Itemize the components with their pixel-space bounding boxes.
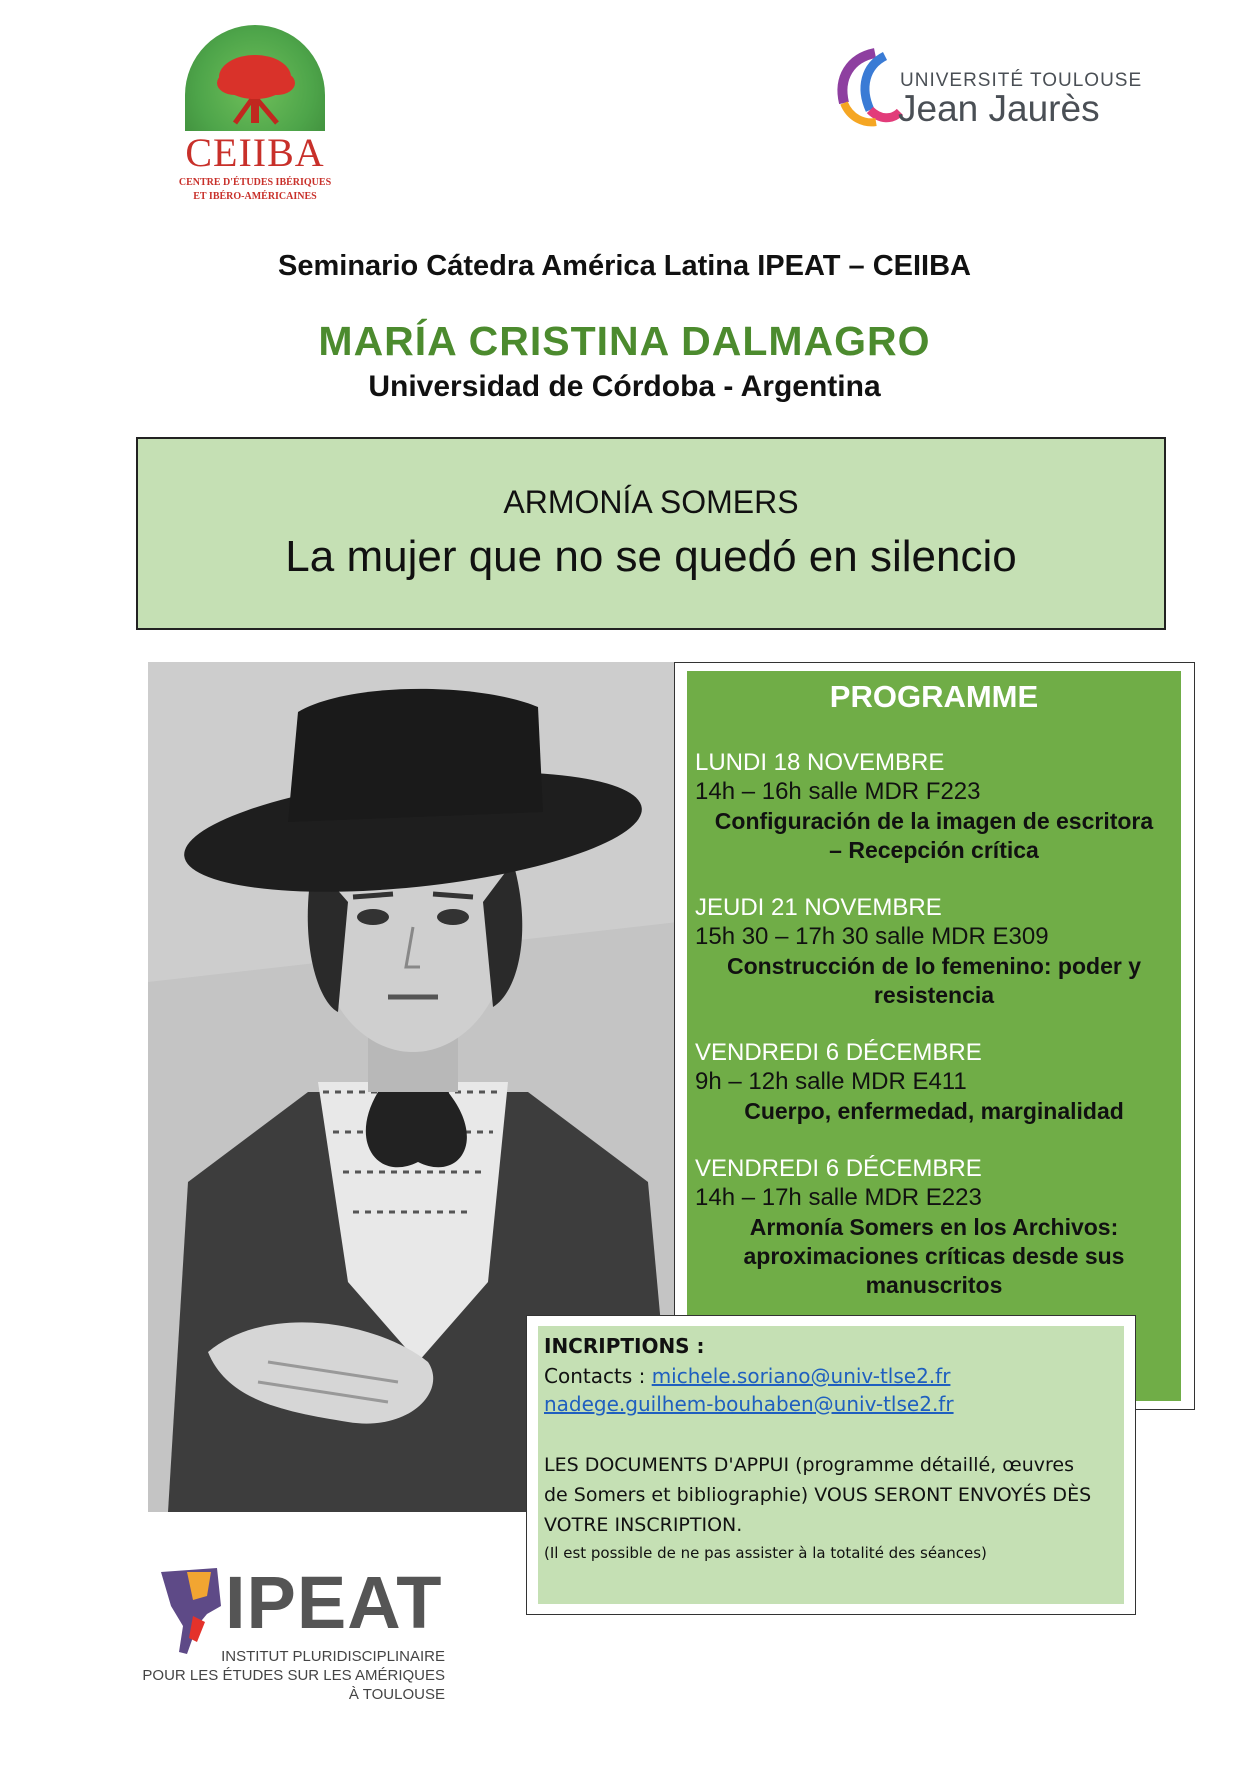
contacts-label: Contacts :	[544, 1364, 652, 1388]
talk-title-box	[136, 437, 1166, 630]
session-time: 15h 30 – 17h 30 salle MDR E309	[695, 923, 1049, 950]
documents-line-3: VOTRE INSCRIPTION.	[544, 1514, 743, 1536]
session-day: VENDREDI 6 DÉCEMBRE	[695, 1155, 982, 1182]
ipeat-name: IPEAT	[225, 1561, 443, 1644]
talk-author: ARMONÍA SOMERS	[503, 484, 799, 520]
speaker-affiliation: Universidad de Córdoba - Argentina	[368, 370, 881, 403]
ipeat-subtitle-3: À TOULOUSE	[348, 1686, 445, 1703]
session-topic-line: Construcción de lo femenino: poder y	[726, 953, 1142, 979]
ipeat-subtitle-2: POUR LES ÉTUDES SUR LES AMÉRIQUES	[142, 1667, 445, 1684]
ceiiba-subtitle-1: CENTRE D'ÉTUDES IBÉRIQUES	[178, 177, 332, 188]
ceiiba-logo	[160, 25, 350, 205]
talk-title: La mujer que no se quedó en silencio	[285, 532, 1017, 581]
documents-line-1: LES DOCUMENTS D'APPUI (programme détaillé, œuvres	[544, 1454, 1074, 1476]
seminar-title: Seminario Cátedra América Latina IPEAT – CEIIBA	[278, 250, 971, 282]
contacts-line-2	[544, 1392, 954, 1416]
inscriptions-box	[526, 1315, 1136, 1615]
ceiiba-name: CEIIBA	[185, 130, 325, 175]
ut2j-logo	[830, 48, 1190, 128]
ceiiba-emblem	[185, 25, 325, 131]
americas-map-icon	[157, 1566, 227, 1656]
session-topic-line: aproximaciones críticas desde sus	[743, 1243, 1125, 1269]
ut2j-line-2: Jean Jaurès	[898, 88, 1100, 129]
session-time: 9h – 12h salle MDR E411	[695, 1068, 967, 1095]
session-topic	[695, 1097, 1173, 1126]
inscriptions-panel	[538, 1326, 1124, 1604]
ut2j-line-1: UNIVERSITÉ TOULOUSE	[900, 70, 1143, 91]
session-topic	[695, 952, 1173, 1010]
session-topic-line: – Recepción crítica	[829, 837, 1039, 863]
session-topic-line: Armonía Somers en los Archivos:	[749, 1214, 1119, 1240]
attendance-note: (Il est possible de ne pas assister à la totalité des séances)	[544, 1544, 987, 1562]
documents-line-2: de Somers et bibliographie) VOUS SERONT ENVOYÉS DÈS	[544, 1484, 1092, 1506]
contacts-line	[544, 1364, 950, 1388]
session-day: LUNDI 18 NOVEMBRE	[695, 749, 945, 776]
session-topic-line: Cuerpo, enfermedad, marginalidad	[744, 1098, 1124, 1124]
session-topic-line: manuscritos	[865, 1272, 1003, 1298]
programme-heading: PROGRAMME	[829, 679, 1039, 714]
speaker-name: MARÍA CRISTINA DALMAGRO	[318, 318, 931, 364]
ipeat-logo	[142, 1560, 445, 1720]
programme-box	[674, 662, 1195, 1410]
session-day: VENDREDI 6 DÉCEMBRE	[695, 1039, 982, 1066]
inscriptions-heading: INCRIPTIONS :	[544, 1334, 705, 1358]
ceiiba-subtitle-2: ET IBÉRO-AMÉRICAINES	[193, 191, 317, 202]
session-topic-line: Configuración de la imagen de escritora	[714, 808, 1154, 834]
email-link-soriano[interactable]: michele.soriano@univ-tlse2.fr	[651, 1364, 951, 1388]
session-topic-line: resistencia	[873, 982, 995, 1008]
session-time: 14h – 16h salle MDR F223	[695, 778, 981, 805]
session-topic	[695, 807, 1173, 865]
programme-panel	[687, 671, 1181, 1401]
tree-icon	[185, 25, 325, 131]
email-link-guilhem-bouhaben[interactable]: nadege.guilhem-bouhaben@univ-tlse2.fr	[544, 1392, 954, 1416]
ipeat-subtitle-1: INSTITUT PLURIDISCIPLINAIRE	[221, 1648, 445, 1665]
session-day: JEUDI 21 NOVEMBRE	[695, 894, 942, 921]
session-time: 14h – 17h salle MDR E223	[695, 1184, 982, 1211]
session-topic	[695, 1213, 1173, 1300]
